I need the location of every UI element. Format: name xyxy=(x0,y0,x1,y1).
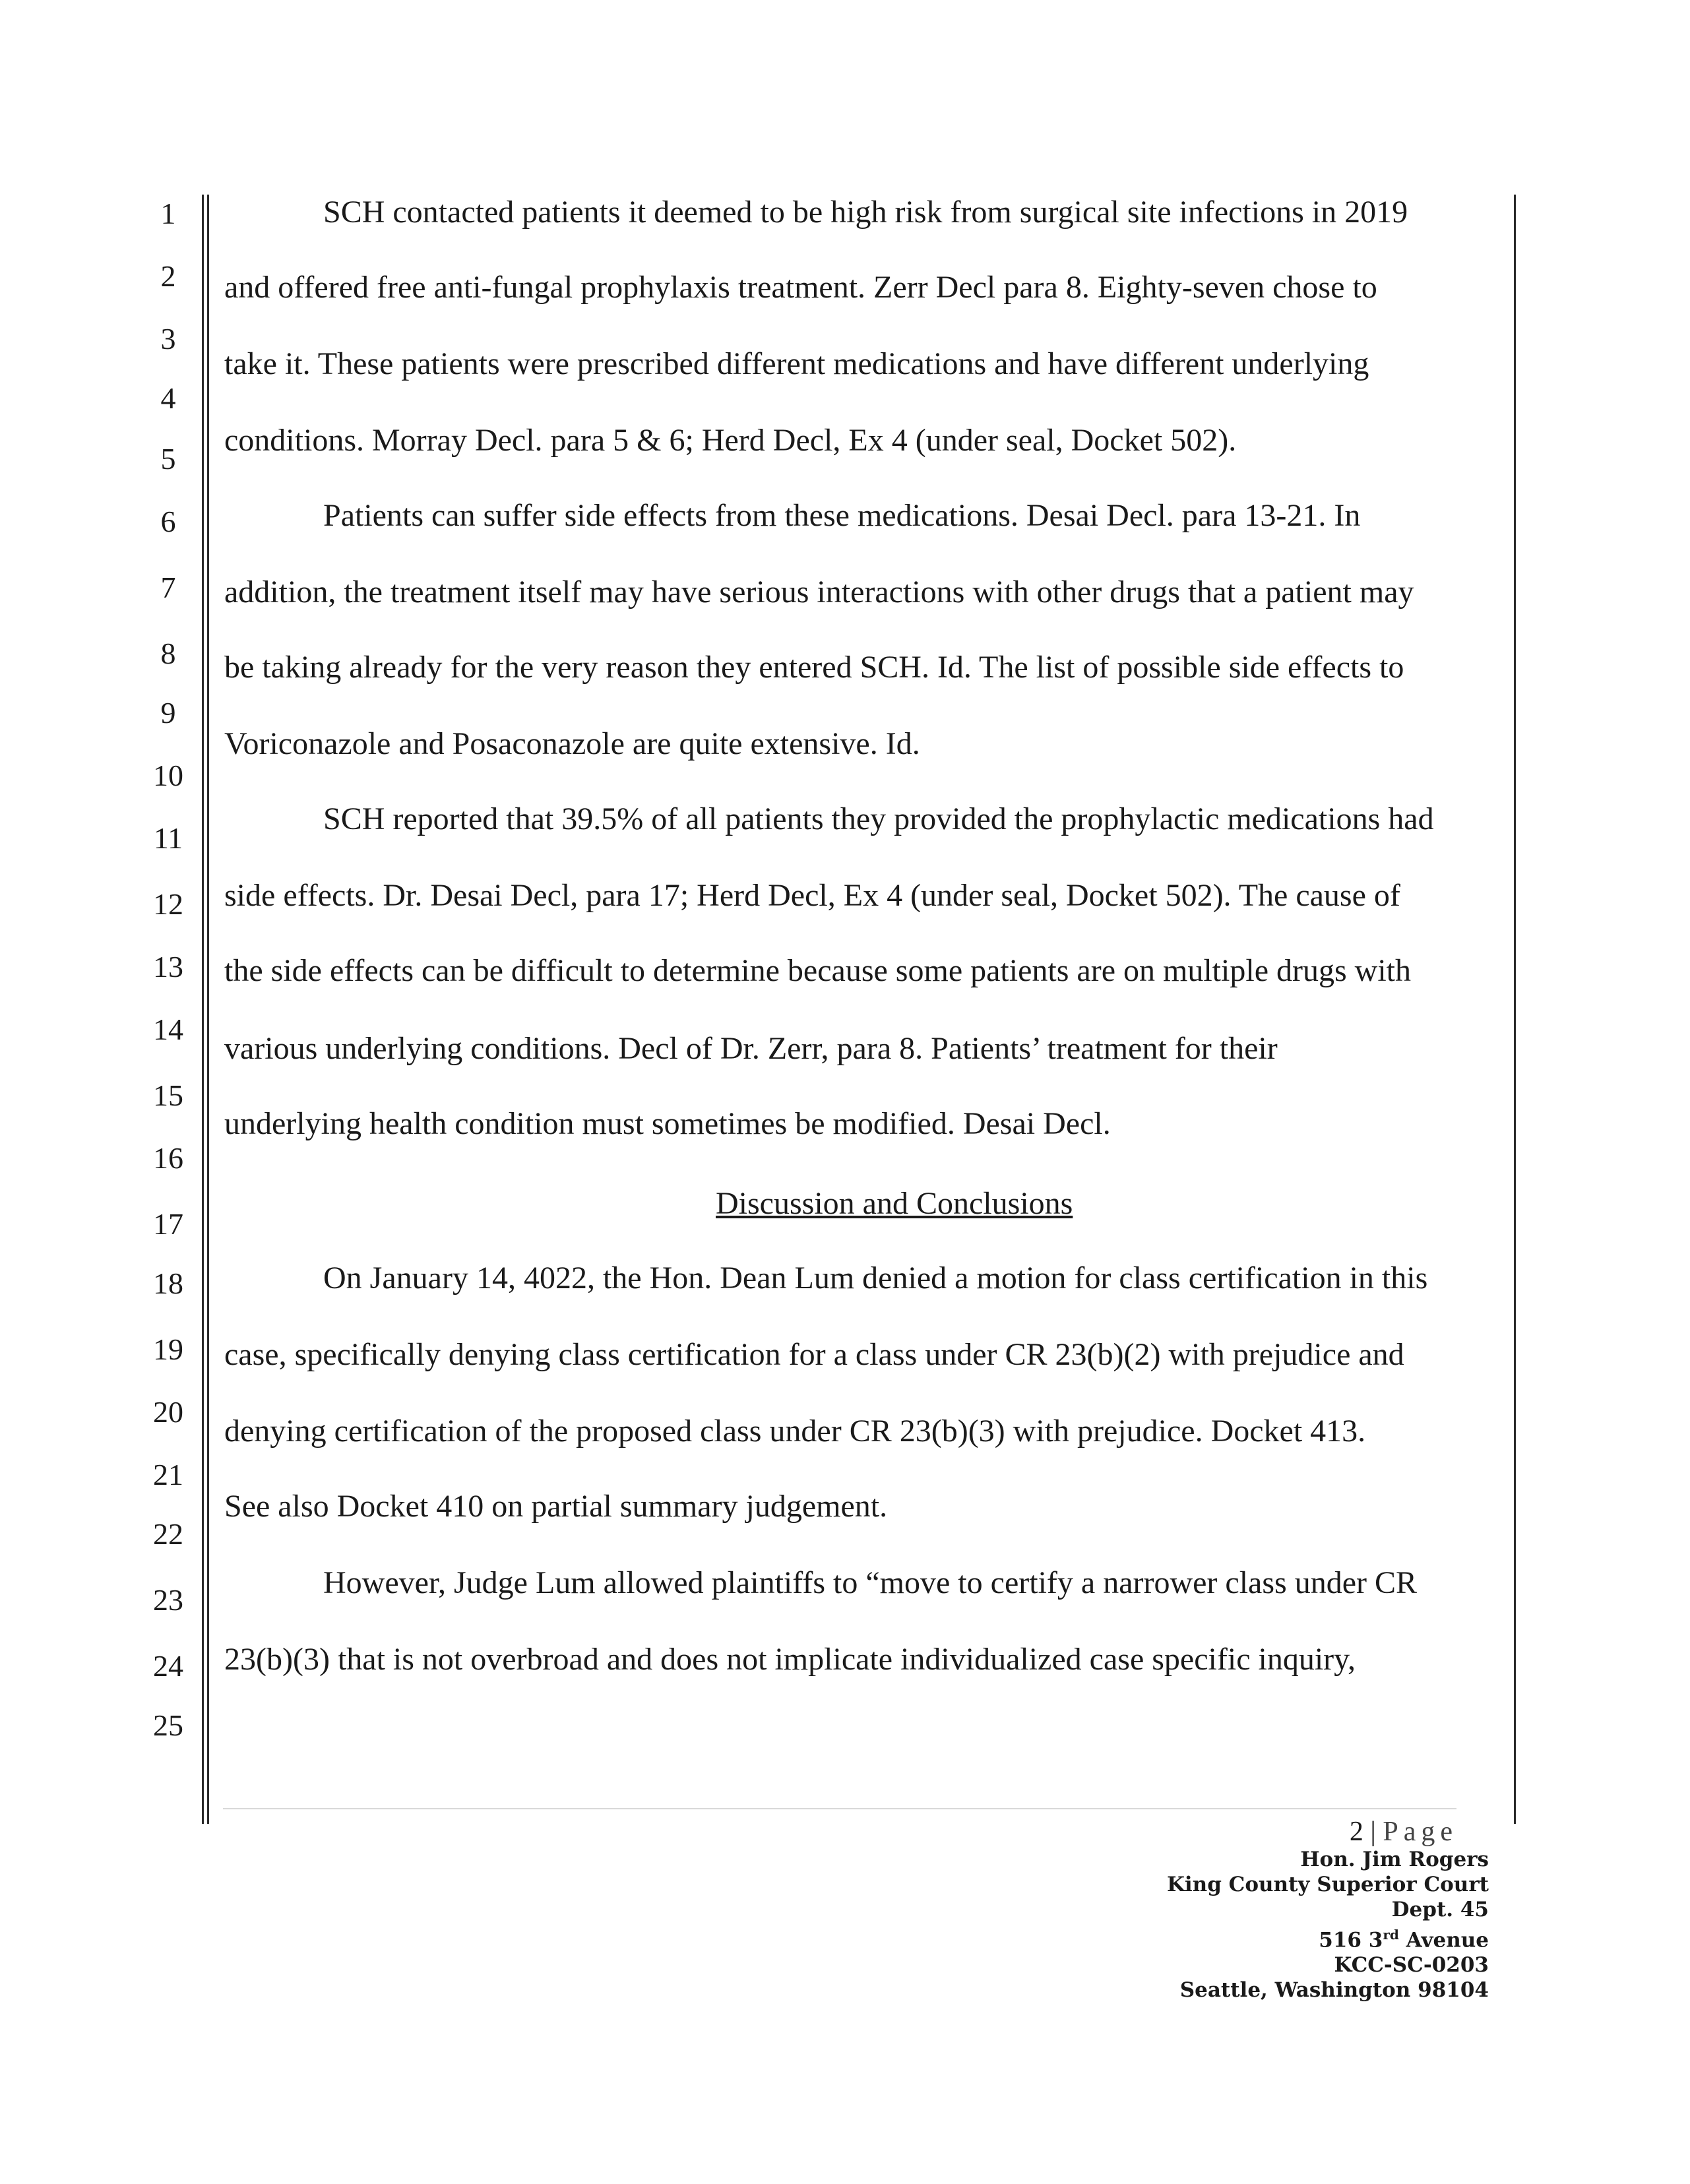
address-line: Seattle, Washington 98104 xyxy=(1179,1978,1489,2003)
address-line: Hon. Jim Rogers xyxy=(1300,1848,1489,1871)
body-text-line: and offered free anti-fungal prophylaxis treatment. Zerr Decl para 8. Eighty-seven chose to xyxy=(224,270,1377,305)
body-text-line: SCH contacted patients it deemed to be high risk from surgical site infections in 2019 xyxy=(323,195,1408,230)
body-text-line: case, specifically denying class certification for a class under CR 23(b)(2) with prejudice and xyxy=(224,1337,1404,1372)
body-text-line: denying certification of the proposed class under CR 23(b)(3) with prejudice. Docket 413. xyxy=(224,1414,1366,1449)
line-number: 11 xyxy=(153,821,183,855)
body-text-line: On January 14, 4022, the Hon. Dean Lum denied a motion for class certification in this xyxy=(323,1261,1428,1295)
line-number: 10 xyxy=(153,759,183,792)
body-text-line: be taking already for the very reason they entered SCH. Id. The list of possible side effects to xyxy=(224,650,1404,685)
body-text-line: However, Judge Lum allowed plaintiffs to “move to certify a narrower class under CR xyxy=(323,1565,1418,1600)
line-number: 20 xyxy=(153,1395,183,1429)
body-text-line: addition, the treatment itself may have serious interactions with other drugs that a patient may xyxy=(224,575,1414,609)
body-text-line: SCH reported that 39.5% of all patients they provided the prophylactic medications had xyxy=(323,801,1434,836)
address-line: KCC-SC-0203 xyxy=(1334,1953,1489,1978)
line-number: 1 xyxy=(160,197,176,230)
line-number: 3 xyxy=(160,322,176,356)
line-number: 18 xyxy=(153,1266,183,1300)
line-number: 4 xyxy=(160,381,176,415)
address-line: King County Superior Court xyxy=(1166,1873,1489,1896)
page-number-word: Page xyxy=(1383,1817,1458,1847)
line-number: 13 xyxy=(153,950,183,983)
body-text-line: Voriconazole and Posaconazole are quite extensive. Id. xyxy=(224,726,920,761)
body-text-line: See also Docket 410 on partial summary judgement. xyxy=(224,1489,888,1524)
court-address-block xyxy=(1167,1847,1489,2003)
line-number: 9 xyxy=(160,696,176,730)
page-number xyxy=(1350,1815,1458,1848)
page-number-value: 2 xyxy=(1349,1817,1363,1847)
line-number: 2 xyxy=(160,259,176,293)
line-number: 12 xyxy=(153,887,183,921)
line-number: 22 xyxy=(153,1517,183,1551)
line-number: 14 xyxy=(153,1013,183,1046)
line-number: 23 xyxy=(153,1583,183,1617)
line-number: 25 xyxy=(153,1708,183,1742)
left-margin-rule-inner xyxy=(207,195,209,1824)
body-text-line: underlying health condition must sometimes be modified. Desai Decl. xyxy=(224,1106,1111,1141)
section-heading: Discussion and Conclusions xyxy=(716,1186,1073,1221)
line-number: 16 xyxy=(153,1141,183,1175)
left-margin-rule-outer xyxy=(202,195,204,1824)
line-number: 19 xyxy=(153,1332,183,1366)
line-number: 6 xyxy=(160,505,176,538)
page-number-separator: | xyxy=(1370,1817,1376,1847)
body-text-line: take it. These patients were prescribed different medications and have different underlying xyxy=(224,346,1369,381)
body-text-line: Patients can suffer side effects from these medications. Desai Decl. para 13-21. In xyxy=(323,498,1361,533)
line-number: 7 xyxy=(160,571,176,604)
line-number: 5 xyxy=(160,442,176,476)
line-number: 24 xyxy=(153,1649,183,1683)
body-text-line: side effects. Dr. Desai Decl, para 17; Herd Decl, Ex 4 (under seal, Docket 502). The cause of xyxy=(224,878,1400,913)
footer-rule xyxy=(223,1808,1456,1809)
body-text-line: 23(b)(3) that is not overbroad and does not implicate individualized case specific inquiry, xyxy=(224,1642,1356,1677)
body-text-line: conditions. Morray Decl. para 5 & 6; Herd Decl, Ex 4 (under seal, Docket 502). xyxy=(224,423,1237,458)
line-number: 21 xyxy=(153,1458,183,1491)
body-text-line: various underlying conditions. Decl of Dr. Zerr, para 8. Patients’ treatment for their xyxy=(224,1031,1278,1066)
line-number: 8 xyxy=(160,637,176,670)
line-number: 17 xyxy=(153,1207,183,1241)
address-line: Dept. 45 xyxy=(1391,1898,1489,1921)
address-line: 516 3rd Avenue xyxy=(1319,1927,1489,1952)
body-text-line: the side effects can be difficult to determine because some patients are on multiple drugs with xyxy=(224,953,1411,988)
line-number: 15 xyxy=(153,1078,183,1112)
